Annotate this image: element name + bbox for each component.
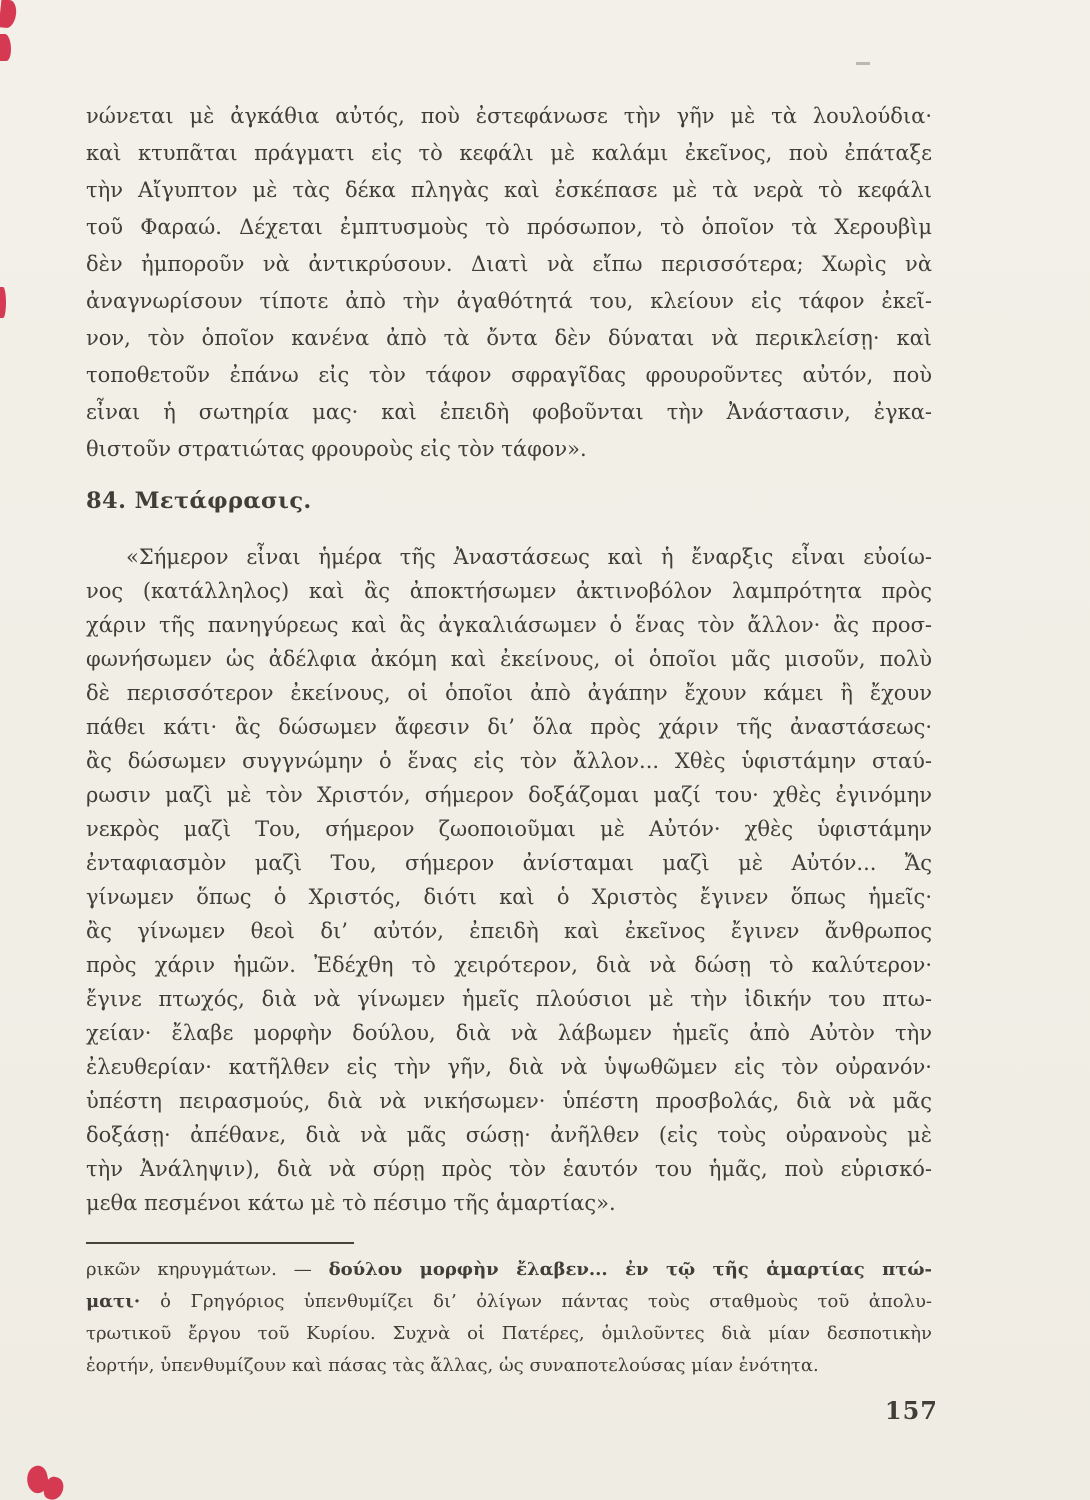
text-line: τοποθετοῦν ἐπάνω εἰς τὸν τάφον σφραγῖδας φρουροῦντες αὐτόν, ποὺ [86, 363, 932, 387]
text-line: πάθει κάτι· ἂς δώσωμεν ἄφεσιν δι’ ὅλα πρὸς χάριν τῆς ἀναστάσεως· [86, 715, 932, 739]
text-line: καὶ κτυπᾶται πράγματι εἰς τὸ κεφάλι μὲ καλάμι ἐκεῖνος, ποὺ ἐπάταξε [86, 141, 932, 165]
footnote-line [86, 1350, 932, 1382]
text-line: ἐνταφιασμὸν μαζὶ Του, σήμερον ἀνίσταμαι μαζὶ μὲ Αὐτόν... Ἄς [86, 851, 932, 875]
text-line: χείαν· ἔλαβε μορφὴν δούλου, διὰ νὰ λάβωμεν ἡμεῖς ἀπὸ Αὐτὸν τὴν [86, 1021, 932, 1045]
text-line: θιστοῦν στρατιώτας φρουροὺς εἰς τὸν τάφον». [86, 437, 587, 461]
scan-smudge-top-right [856, 62, 870, 65]
footnote-line [86, 1286, 932, 1318]
text-line: πρὸς χάριν ἡμῶν. Ἐδέχθη τὸ χειρότερον, διὰ νὰ δώσῃ τὸ καλύτερον· [86, 953, 932, 977]
footnote [86, 1254, 932, 1382]
text-line: δοξάσῃ· ἀπέθανε, διὰ νὰ μᾶς σώσῃ· ἀνῆλθεν (εἰς τοὺς οὐρανοὺς μὲ [86, 1123, 932, 1147]
text-line: τοῦ Φαραώ. Δέχεται ἐμπτυσμοὺς τὸ πρόσωπον, τὸ ὁποῖον τὰ Χερουβὶμ [86, 215, 932, 239]
text-line: ἂς δώσωμεν συγγνώμην ὁ ἕνας εἰς τὸν ἄλλον... Χθὲς ὑφιστάμην σταύ- [86, 749, 932, 773]
text-line: ρωσιν μαζὶ μὲ τὸν Χριστόν, σήμερον δοξάζομαι μαζί του· χθὲς ἐγινόμην [86, 783, 932, 807]
translation-paragraph [86, 540, 932, 1220]
scan-artifact-left-edge [0, 287, 6, 318]
section-heading: 84. Μετάφρασις. [86, 488, 312, 514]
text-line: νεκρὸς μαζὶ Του, σήμερον ζωοποιοῦμαι μὲ Αὐτόν· χθὲς ὑφιστάμην [86, 817, 932, 841]
text-line: δὲν ἠμποροῦν νὰ ἀντικρύσουν. Διατὶ νὰ εἴπω περισσότερα; Χωρὶς νὰ [86, 252, 932, 276]
text-line: νώνεται μὲ ἀγκάθια αὐτός, ποὺ ἐστεφάνωσε τὴν γῆν μὲ τὰ λουλούδια· [86, 104, 932, 128]
text-line: «Σήμερον εἶναι ἡμέρα τῆς Ἀναστάσεως καὶ ἡ ἔναρξις εἶναι εὐοίω- [126, 545, 932, 569]
text-line: ἔγινε πτωχός, διὰ νὰ γίνωμεν ἡμεῖς πλούσιοι μὲ τὴν ἰδικήν του πτω- [86, 987, 932, 1011]
text-line: γίνωμεν ὅπως ὁ Χριστός, διότι καὶ ὁ Χριστὸς ἔγινεν ὅπως ἡμεῖς· [86, 885, 932, 909]
footnote-text: τρωτικοῦ ἔργου τοῦ Κυρίου. Συχνὰ οἱ Πατέρες, ὁμιλοῦντες διὰ μίαν δεσποτικὴν [86, 1323, 932, 1344]
text-line: ὑπέστη πειρασμούς, διὰ νὰ νικήσωμεν· ὑπέστη προσβολάς, διὰ νὰ μᾶς [86, 1089, 932, 1113]
text-line: ἐλευθερίαν· κατῆλθεν εἰς τὴν γῆν, διὰ νὰ ὑψωθῶμεν εἰς τὸν οὐρανόν· [86, 1055, 932, 1079]
text-line: τὴν Ἀνάληψιν), διὰ νὰ σύρῃ πρὸς τὸν ἑαυτόν του ἡμᾶς, ποὺ εὑρισκό- [86, 1157, 932, 1181]
text-line: τὴν Αἴγυπτον μὲ τὰς δέκα πληγὰς καὶ ἐσκέπασε μὲ τὰ νερὰ τὸ κεφάλι [86, 178, 932, 202]
continuation-paragraph [86, 98, 932, 468]
text-line: εἶναι ἡ σωτηρία μας· καὶ ἐπειδὴ φοβοῦνται τὴν Ἀνάστασιν, ἐγκα- [86, 400, 932, 424]
text-line: δὲ περισσότερον ἐκείνους, οἱ ὁποῖοι ἀπὸ ἀγάπην ἔχουν κάμει ἢ ἔχουν [86, 681, 932, 705]
footnote-line [86, 1318, 932, 1350]
footnote-text: ὁ Γρηγόριος ὑπενθυμίζει δι’ ὀλίγων πάντας τοὺς σταθμοὺς τοῦ ἀπολυ- [160, 1291, 932, 1312]
footnote-rule [86, 1242, 354, 1244]
text-line: μεθα πεσμένοι κάτω μὲ τὸ πέσιμο τῆς ἁμαρτίας». [86, 1191, 616, 1215]
text-line: χάριν τῆς πανηγύρεως καὶ ἂς ἀγκαλιάσωμεν ὁ ἕνας τὸν ἄλλον· ἂς προσ- [86, 613, 932, 637]
footnote-lemma: ματι· [86, 1291, 161, 1312]
text-line: ἀναγνωρίσουν τίποτε ἀπὸ τὴν ἀγαθότητά του, κλείουν εἰς τάφον ἐκεῖ- [86, 289, 932, 313]
footnote-line [86, 1254, 932, 1286]
text-line: ἂς γίνωμεν θεοὶ δι’ αὐτόν, ἐπειδὴ καὶ ἐκεῖνος ἔγινεν ἄνθρωπος [86, 919, 932, 943]
page-content [86, 98, 932, 1382]
footnote-lemma: δούλου μορφὴν ἔλαβεν... ἐν τῷ τῆς ἁμαρτίας πτώ- [328, 1259, 932, 1280]
text-line: φωνήσωμεν ὡς ἀδέλφια ἀκόμη καὶ ἐκείνους, οἱ ὁποῖοι μᾶς μισοῦν, πολὺ [86, 647, 932, 671]
page-number: 157 [884, 1396, 938, 1425]
text-line: νον, τὸν ὁποῖον κανένα ἀπὸ τὰ ὄντα δὲν δύναται νὰ περικλείσῃ· καὶ [86, 326, 932, 350]
scan-artifact-top-left-2 [0, 34, 11, 61]
footnote-text: ἑορτήν, ὑπενθυμίζουν καὶ πάσας τὰς ἄλλας, ὡς συναποτελούσας μίαν ἑνότητα. [86, 1355, 819, 1376]
scan-artifact-top-left-1 [0, 0, 17, 29]
footnote-text: ρικῶν κηρυγμάτων. — [86, 1259, 329, 1280]
text-line: νος (κατάλληλος) καὶ ἂς ἀποκτήσωμεν ἀκτινοβόλον λαμπρότητα πρὸς [86, 579, 932, 603]
